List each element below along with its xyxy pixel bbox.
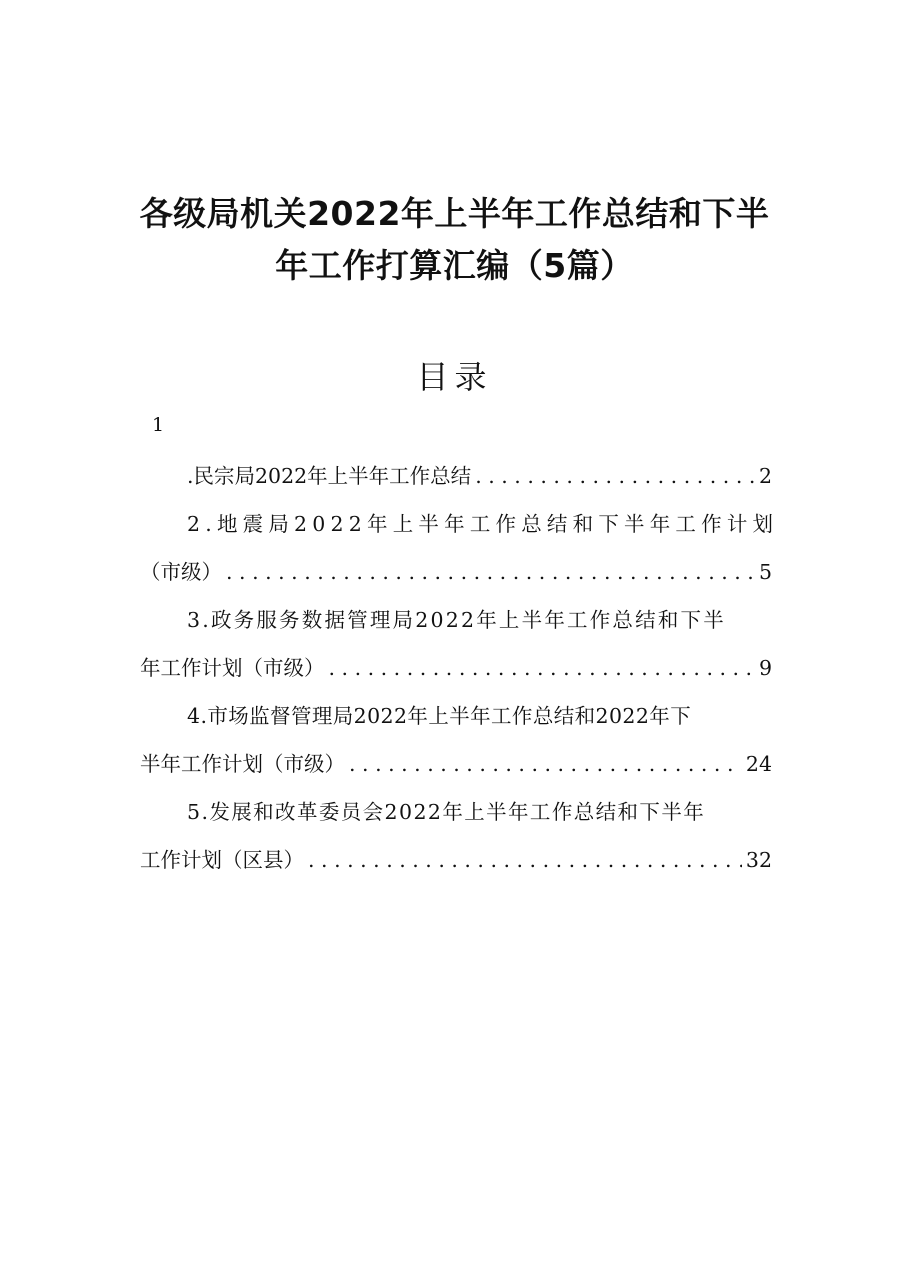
toc-entry-5-title-cont: 工作计划（区县） <box>140 848 304 872</box>
toc-entry-2-line-2[interactable] <box>140 548 772 596</box>
toc-entry-4-page: 24 <box>745 752 772 776</box>
toc-entry-2-title-text: 2.地震局2022年上半年工作总结和下半年工作计划 <box>187 512 779 536</box>
toc-entry-2-title <box>187 500 778 548</box>
toc-entry-2-page: 5 <box>758 560 772 584</box>
document-title-line-2: 年工作打算汇编（5篇） <box>275 246 634 285</box>
toc-leader-dots <box>308 836 742 884</box>
toc-entry-5-page: 32 <box>745 848 772 872</box>
toc-entry-4-line-2[interactable] <box>140 740 772 788</box>
toc-entry-3-line-2[interactable] <box>140 644 772 692</box>
toc-entry-4-line-1[interactable] <box>140 692 772 740</box>
toc-entry-2-title-cont: （市级） <box>140 560 222 584</box>
toc-entry-4-title: 4.市场监督管理局2022年上半年工作总结和2022年下 <box>187 704 692 728</box>
document-title <box>60 188 849 292</box>
toc-leader-dots <box>349 740 742 788</box>
toc-entry-5-line-1[interactable] <box>140 788 772 836</box>
toc-marker: 1 <box>152 414 165 436</box>
toc-entry-4-title-cont: 半年工作计划（市级） <box>140 752 345 776</box>
table-of-contents <box>140 452 779 884</box>
toc-entry-3-page: 9 <box>758 656 772 680</box>
toc-entry-1-page: 2 <box>758 464 772 488</box>
toc-entry-1[interactable] <box>140 452 772 500</box>
toc-leader-dots <box>329 644 755 692</box>
toc-entry-3-title-cont: 年工作计划（市级） <box>140 656 325 680</box>
document-title-line-1: 各级局机关2022年上半年工作总结和下半 <box>139 194 770 233</box>
toc-heading: 目录 <box>416 358 493 396</box>
toc-leader-dots <box>226 548 755 596</box>
toc-entry-2-line-1[interactable] <box>140 500 779 548</box>
toc-entry-1-title: .民宗局2022年上半年工作总结 <box>187 464 472 488</box>
toc-entry-5-line-2[interactable] <box>140 836 772 884</box>
toc-leader-dots <box>475 452 755 500</box>
toc-entry-3-line-1[interactable] <box>140 596 772 644</box>
toc-entry-3-title: 3.政务服务数据管理局2022年上半年工作总结和下半 <box>187 608 726 632</box>
toc-entry-5-title: 5.发展和改革委员会2022年上半年工作总结和下半年 <box>187 800 706 824</box>
